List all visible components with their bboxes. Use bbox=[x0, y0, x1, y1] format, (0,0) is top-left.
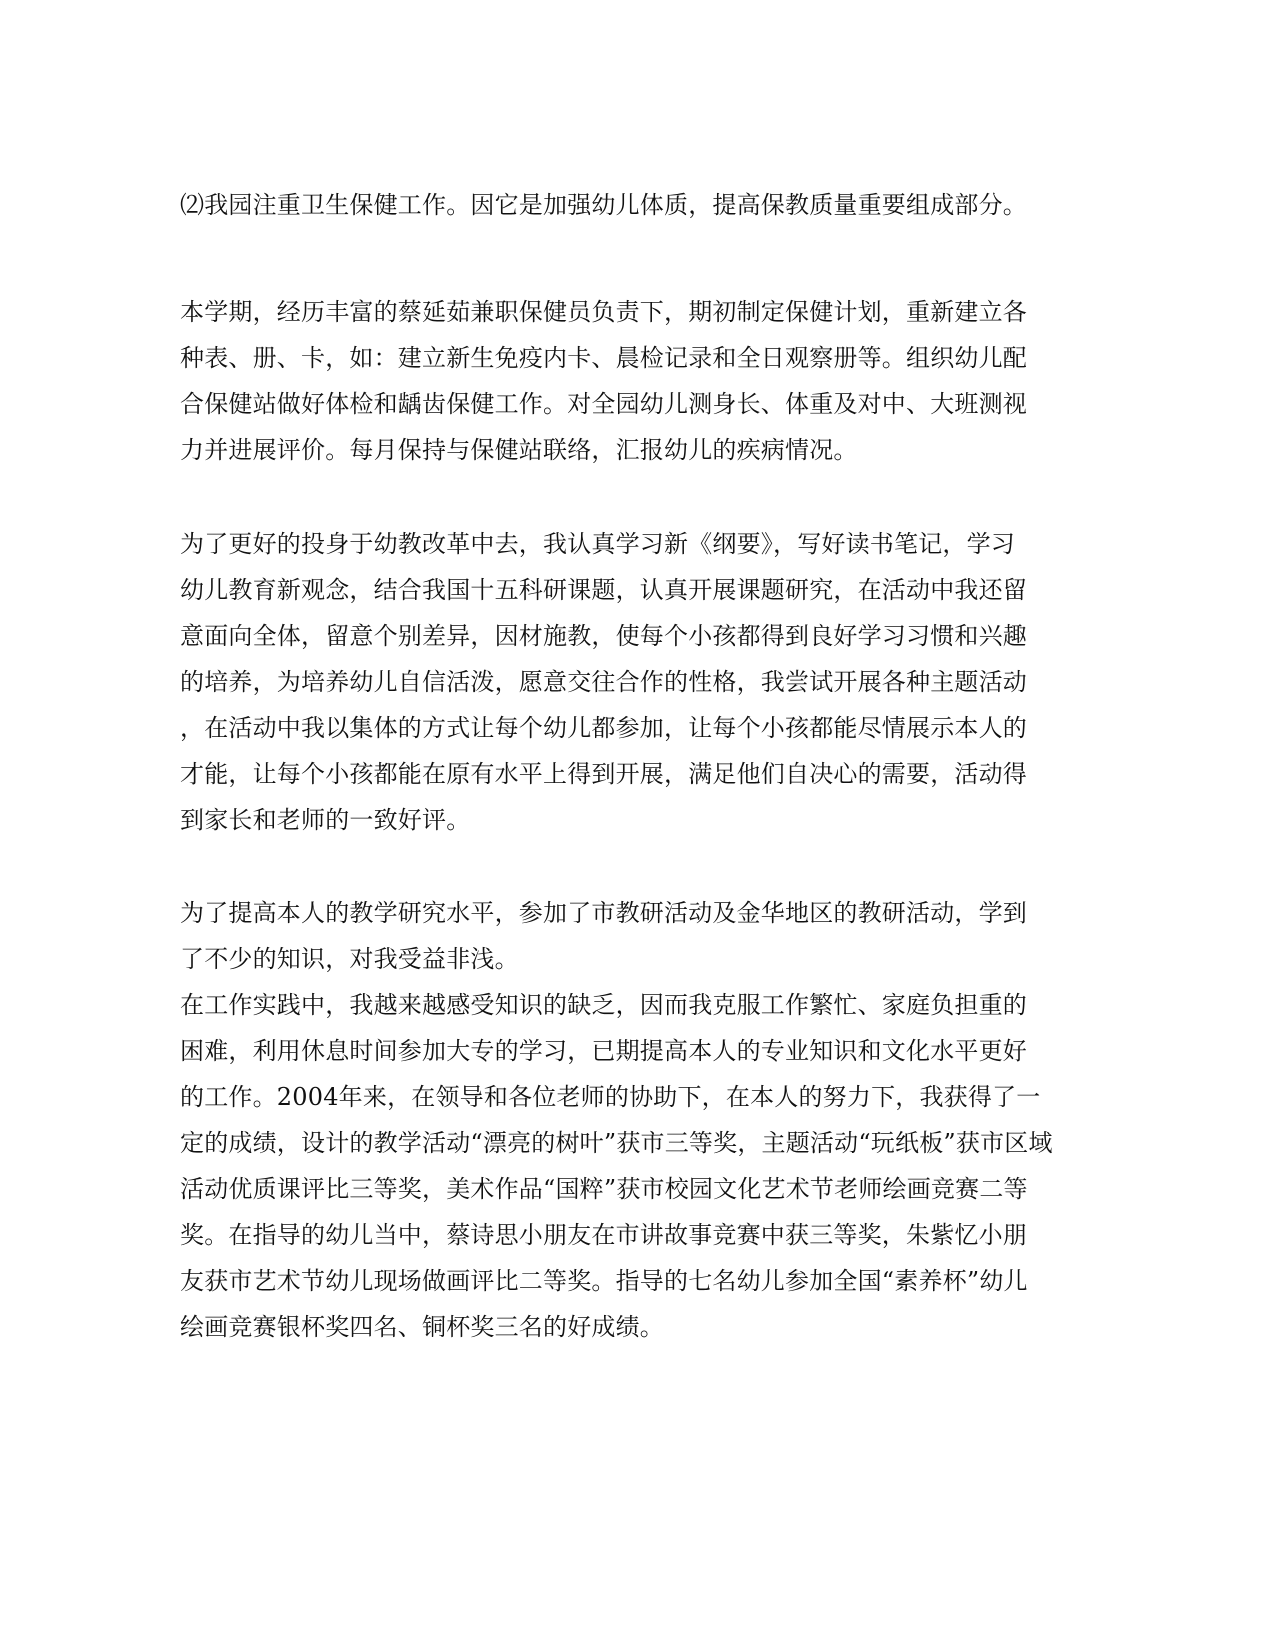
text-line: 合保健站做好体检和龋齿保健工作。对全园幼儿测身长、体重及对中、大班测视 bbox=[180, 390, 1027, 418]
text-line: 到家长和老师的一致好评。 bbox=[180, 806, 471, 834]
text-line: 在工作实践中，我越来越感受知识的缺乏，因而我克服工作繁忙、家庭负担重的 bbox=[180, 991, 1027, 1019]
text-line: 的培养，为培养幼儿自信活泼，愿意交往合作的性格，我尝试开展各种主题活动 bbox=[180, 668, 1027, 696]
text-line: 困难，利用休息时间参加大专的学习，已期提高本人的专业知识和文化水平更好 bbox=[180, 1037, 1027, 1065]
text-line: 幼儿教育新观念，结合我国十五科研课题，认真开展课题研究，在活动中我还留 bbox=[180, 576, 1027, 604]
text-line: 绘画竞赛银杯奖四名、铜杯奖三名的好成绩。 bbox=[180, 1313, 664, 1341]
text-line: 友获市艺术节幼儿现场做画评比二等奖。指导的七名幼儿参加全国“素养杯”幼儿 bbox=[180, 1267, 1028, 1295]
text-line: 为了提高本人的教学研究水平，参加了市教研活动及金华地区的教研活动，学到 bbox=[180, 899, 1027, 927]
text-line: 意面向全体，留意个别差异，因材施教，使每个小孩都得到良好学习习惯和兴趣 bbox=[180, 622, 1027, 650]
text-line: 了不少的知识，对我受益非浅。 bbox=[180, 945, 519, 973]
text-line: 种表、册、卡，如：建立新生免疫内卡、晨检记录和全日观察册等。组织幼儿配 bbox=[180, 344, 1027, 372]
text-line: 奖。在指导的幼儿当中，蔡诗思小朋友在市讲故事竞赛中获三等奖，朱紫忆小朋 bbox=[180, 1221, 1027, 1249]
text-line: 活动优质课评比三等奖，美术作品“国粹”获市校园文化艺术节老师绘画竞赛二等 bbox=[180, 1175, 1028, 1203]
text-line: 本学期，经历丰富的蔡延茹兼职保健员负责下，期初制定保健计划，重新建立各 bbox=[180, 298, 1027, 326]
text-line: 的工作。2004年来，在领导和各位老师的协助下，在本人的努力下，我获得了一 bbox=[180, 1083, 1041, 1111]
text-line: 才能，让每个小孩都能在原有水平上得到开展，满足他们自决心的需要，活动得 bbox=[180, 760, 1027, 788]
text-line: ⑵我园注重卫生保健工作。因它是加强幼儿体质，提高保教质量重要组成部分。 bbox=[180, 191, 1027, 219]
text-line: 定的成绩，设计的教学活动“漂亮的树叶”获市三等奖，主题活动“玩纸板”获市区域 bbox=[180, 1129, 1053, 1157]
text-line: ，在活动中我以集体的方式让每个幼儿都参加，让每个小孩都能尽情展示本人的 bbox=[180, 714, 1027, 742]
text-line: 力并进展评价。每月保持与保健站联络，汇报幼儿的疾病情况。 bbox=[180, 436, 858, 464]
text-line: 为了更好的投身于幼教改革中去，我认真学习新《纲要》，写好读书笔记，学习 bbox=[180, 530, 1015, 558]
